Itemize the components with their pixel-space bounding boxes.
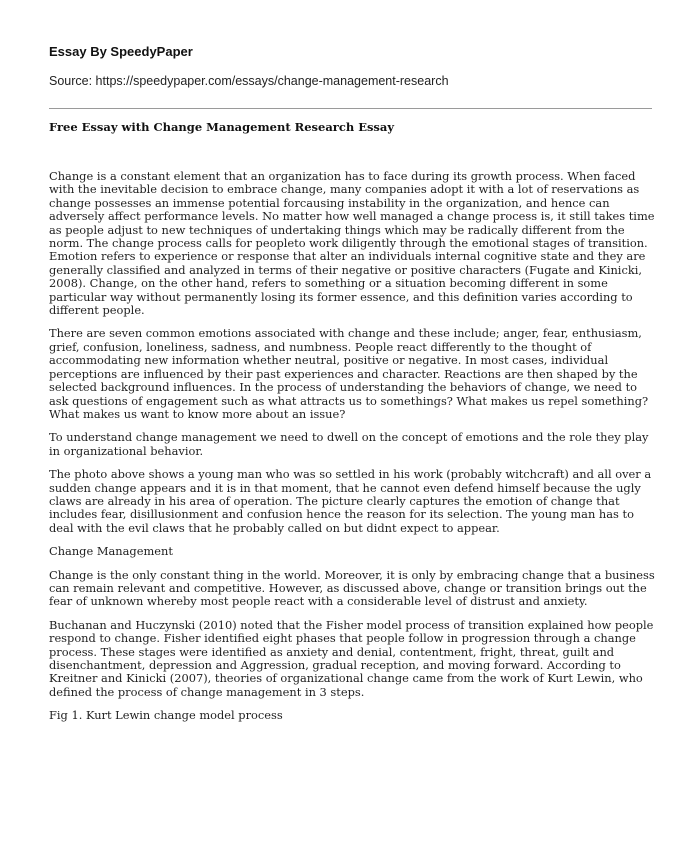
paragraph: To understand change management we need to dwell on the concept of emotions and the role they play in organizational behavior. (49, 430, 649, 458)
source-link[interactable]: Source: https://speedypaper.com/essays/change-management-research (49, 74, 449, 88)
essay-body (49, 170, 655, 733)
paragraph: There are seven common emotions associated with change and these include; anger, fear, enthusiasm, grief, confusion, loneliness, sadness, and numbness. People react differently to the thought of accommodating new information whether neutral, positive or negative. In most cases, individual perceptions are influenced by their past experiences and character. Reactions are then shaped by the selected background influences. In the process of understanding the behaviors of change, we need to ask questions of engagement such as what attracts us to somethings? What makes us repel something? What makes us want to know more about an issue? (49, 326, 649, 421)
document-header-title: Essay By SpeedyPaper (49, 44, 193, 59)
paragraph: The photo above shows a young man who was so settled in his work (probably witchcraft) and all over a sudden change appears and it is in that moment, that he cannot even defend himself because the ugly claws are already in his area of operation. The picture clearly captures the emotion of change that includes fear, disillusionment and confusion hence the reason for its selection. The young man has to deal with the evil claws that he probably called on but didnt expect to appear. (49, 467, 652, 535)
paragraph: Change is the only constant thing in the world. Moreover, it is only by embracing change that a business can remain relevant and competitive. However, as discussed above, change or transition brings out the fear of unknown whereby most people react with a considerable level of distrust and anxiety. (49, 567, 655, 609)
paragraph: Change is a constant element that an organization has to face during its growth process. When faced with the inevitable decision to embrace change, many companies adopt it with a lot of reservations as change possesses an immense potential forcausing instability in the organization, and hence can adversely affect performance levels. No matter how well managed a change process is, it still takes time as people adjust to new techniques of undertaking things which may be radically different from the norm. The change process calls for peopleto work diligently through the emotional stages of transition. Emotion refers to experience or response that alter an individuals internal cognitive state and they are generally classified and analyzed in terms of their negative or positive characters (Fugate and Kinicki, 2008). Change, on the other hand, refers to something or a situation becoming different in some particular way without permanently losing its former essence, and this definition varies according to different people. (49, 169, 655, 318)
paragraph: Buchanan and Huczynski (2010) noted that the Fisher model process of transition explained how people respond to change. Fisher identified eight phases that people follow in progression through a change process. These stages were identified as anxiety and denial, contentment, fright, threat, guilt and disenchantment, depression and Aggression, gradual reception, and moving forward. According to Kreitner and Kinicki (2007), theories of organizational change came from the work of Kurt Lewin, who defined the process of change management in 3 steps. (49, 617, 654, 699)
section-heading: Change Management (49, 544, 173, 559)
essay-title: Free Essay with Change Management Research Essay (49, 120, 395, 134)
figure-caption: Fig 1. Kurt Lewin change model process (49, 708, 283, 723)
header-divider (49, 108, 652, 109)
